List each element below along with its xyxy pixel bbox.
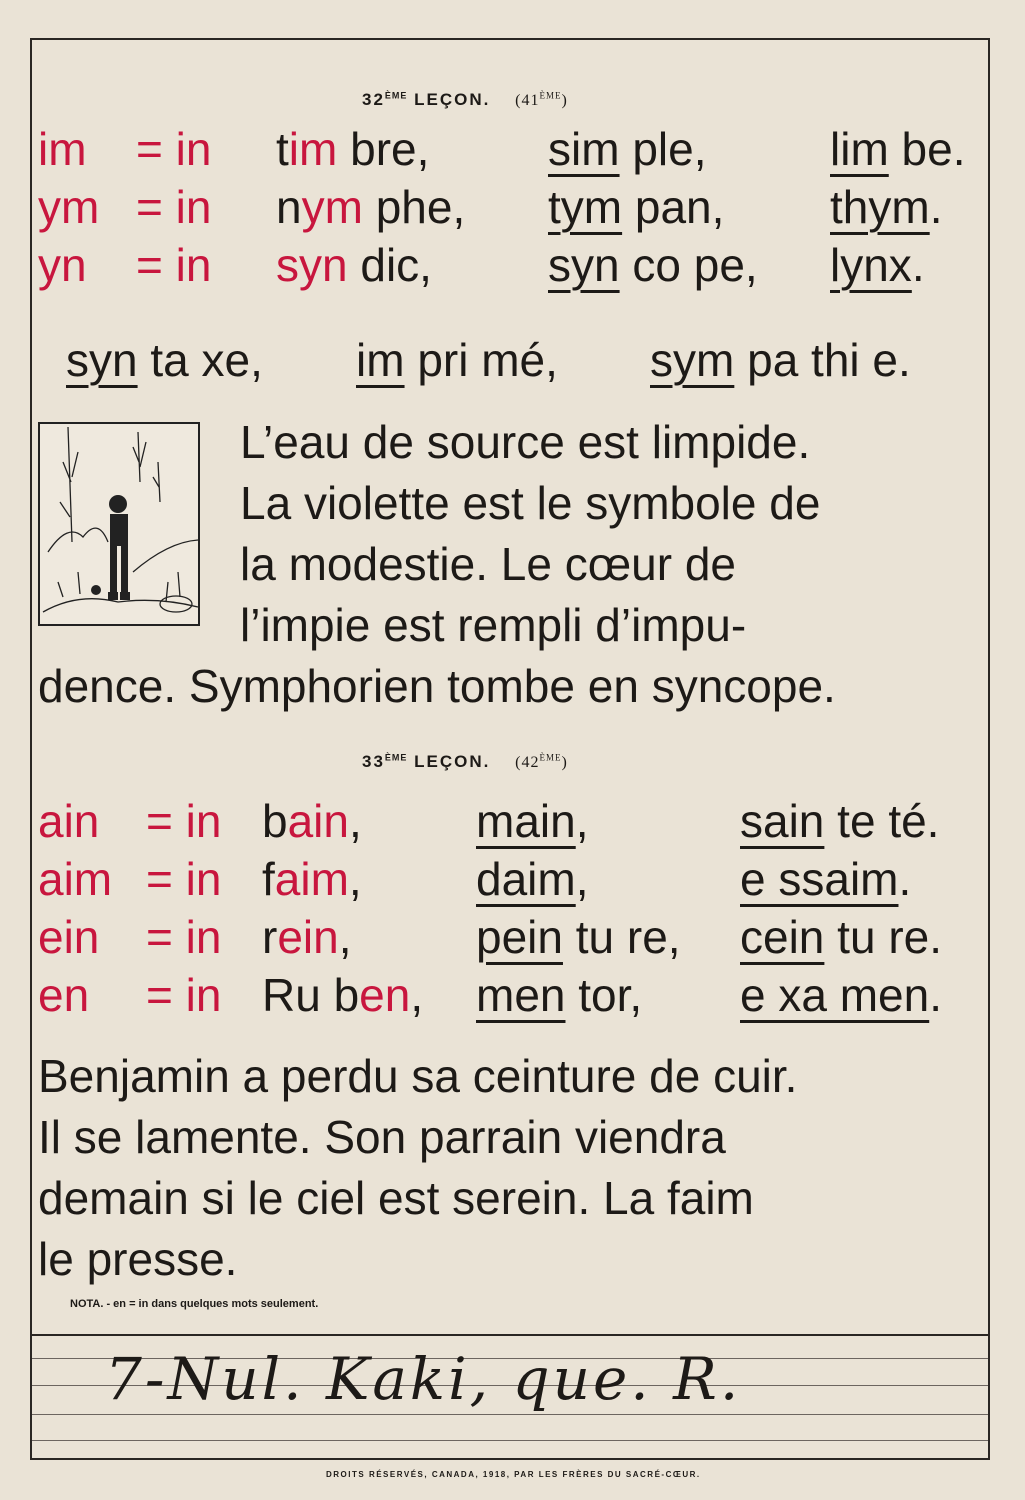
example-word-1: tim bre, (276, 123, 430, 175)
example-word-3: sain te té. (740, 795, 940, 847)
example-word-3: lynx. (830, 239, 925, 291)
paragraph-line: L’eau de source est limpide. (240, 416, 811, 468)
equals-in: = in (136, 181, 212, 233)
equals-in: = in (146, 969, 222, 1021)
example-word-1: bain, (262, 795, 362, 847)
equals-in: = in (146, 795, 222, 847)
sound-spelling: im (38, 123, 87, 175)
nota-text: NOTA. - en = in dans quelques mots seulement. (70, 1298, 319, 1310)
example-word-1: rein, (262, 911, 352, 963)
paragraph-line: Il se lamente. Son parrain viendra (38, 1111, 726, 1163)
word: syn ta xe, (66, 334, 263, 386)
example-word-1: faim, (262, 853, 362, 905)
example-word-1: nym phe, (276, 181, 466, 233)
copyright-footer: DROITS RÉSERVÉS, CANADA, 1918, PAR LES FRÈRES DU SACRÉ-CŒUR. (326, 1470, 701, 1479)
sound-spelling: en (38, 969, 90, 1021)
paragraph-line: la modestie. Le cœur de (240, 538, 737, 590)
equals-in: = in (136, 123, 212, 175)
example-word-3: e xa men. (740, 969, 942, 1021)
paragraph-line: demain si le ciel est serein. La faim (38, 1172, 754, 1224)
example-word-2: men tor, (476, 969, 643, 1021)
lesson-32-word-line (356, 330, 558, 391)
example-word-2: tym pan, (548, 181, 725, 233)
paragraph-line: l’impie est rempli d’impu- (240, 599, 747, 651)
example-word-2: main, (476, 795, 589, 847)
lesson-33-heading: 33ÈME LEÇON. (42ÈME) (362, 752, 568, 771)
lesson-32-paragraph-last-line: dence. Symphorien tombe en syncope. (38, 660, 836, 712)
boy-at-spring-illustration (38, 422, 200, 626)
example-word-2: sim ple, (548, 123, 707, 175)
paragraph-line: Benjamin a perdu sa ceinture de cuir. (38, 1050, 798, 1102)
equals-in: = in (136, 239, 212, 291)
example-word-3: cein tu re. (740, 911, 942, 963)
word: sym pa thi e. (650, 334, 911, 386)
word: im pri mé, (356, 334, 558, 386)
example-word-3: lim be. (830, 123, 966, 175)
divider (32, 1334, 988, 1336)
example-word-2: pein tu re, (476, 911, 681, 963)
example-word-2: daim, (476, 853, 589, 905)
lesson-32-word-line (650, 330, 911, 391)
example-word-3: thym. (830, 181, 943, 233)
example-word-2: syn co pe, (548, 239, 758, 291)
sound-spelling: ym (38, 181, 100, 233)
guide-line (32, 1414, 988, 1415)
example-word-3: e ssaim. (740, 853, 912, 905)
paragraph-line: le presse. (38, 1233, 238, 1285)
lesson-32-heading: 32ÈME LEÇON. (41ÈME) (362, 90, 568, 109)
sound-spelling: yn (38, 239, 87, 291)
example-word-1: Ru ben, (262, 969, 424, 1021)
sound-spelling: aim (38, 853, 113, 905)
cursive-handwriting-line: 7-Nul. Kaki, que. R. (105, 1345, 742, 1413)
equals-in: = in (146, 853, 222, 905)
sound-spelling: ain (38, 795, 100, 847)
lesson-32-word-line (66, 330, 263, 391)
example-word-1: syn dic, (276, 239, 432, 291)
guide-line (32, 1440, 988, 1441)
paragraph-line: La violette est le symbole de (240, 477, 821, 529)
equals-in: = in (146, 911, 222, 963)
sound-spelling: ein (38, 911, 100, 963)
